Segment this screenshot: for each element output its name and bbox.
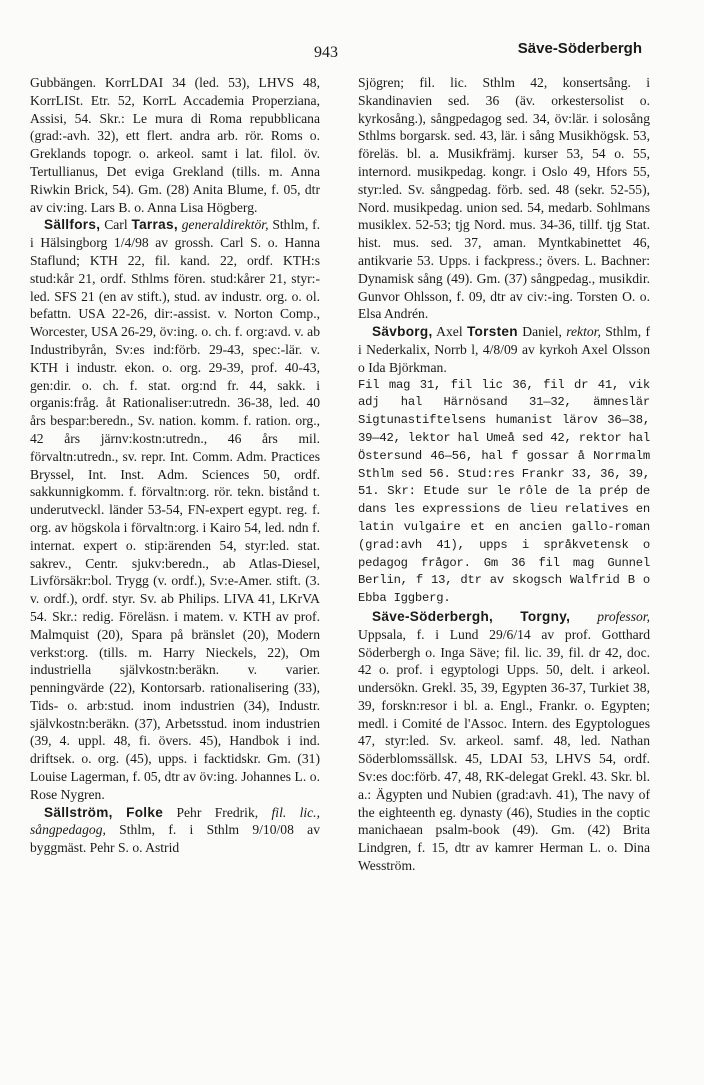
entry-given-name: Carl: [100, 217, 132, 233]
entry-surname: Säve-Söderbergh,: [372, 608, 494, 624]
entry-sallfors: [30, 216, 320, 803]
running-head: Säve-Söderbergh: [517, 40, 642, 57]
entry-other-names: Pehr Fredrik,: [163, 804, 259, 820]
entry-given-name: [113, 805, 126, 820]
entry-given-name: Axel: [432, 324, 467, 340]
entry-surname: Sällfors,: [44, 217, 101, 233]
entry-occupation: professor,: [570, 608, 650, 624]
entry-call-name: Folke: [126, 804, 164, 820]
entry-call-name: Tarras,: [131, 217, 178, 233]
right-column: [358, 74, 650, 875]
entry-other-names: Daniel,: [517, 324, 562, 340]
entry-body: Sthlm, f i Nederkalix, Norrb l, 4/8/09 av kyrkoh Axel Olsson o Ida Björkman.: [358, 324, 650, 375]
entry-occupation: fil. lic., sångpedagog,: [30, 804, 320, 838]
entry-savborg: [358, 323, 650, 376]
entry-body: Uppsala, f. i Lund 29/6/14 av prof. Gotthard Söderbergh o. Inga Säve; fil. lic. 39, fil. dr 42, doc. 42 o. prof. i egyptologi Upps. 50, delt. i arkeol. undersökn. Grekl. 35, 39, Egypten 36-37, Turkiet 38, 39, forskn:resor i bl. a. Engl., Frankr. o. Egypten; medl. i Comité de l'Assoc. Intern. des Egyptologues 47, styr:led. Sv. arkeol. samf. 48, led. Nathan Söderblomssällsk. 45, LDAI 53, LHVS 54, ordf. Sv:es doc:förb. 47, 48, RK-delegat Grekl. 43. Skr. bl. a.: Ägypten und Nubien (grad:avh. 41), The navy of the eighteenth eg. dynasty (46), Studies in the coptic manichaean psalm-book (49). Gm. (42) Brita Lindgren, f. 15, dtr av kamrer Herman L. o. Dina Wesström.: [358, 626, 650, 874]
entry-surname: Sävborg,: [372, 324, 433, 340]
left-column: [30, 74, 320, 857]
entry-save-soderbergh: [358, 608, 650, 875]
entry-continuation: Sjögren; fil. lic. Sthlm 42, konsertsång. i Skandinavien sed. 36 (äv. orkestersolist o. kyrkosång.), sångpedagog sed. 34, öv:lär. i solosång Sthlms borgarsk. sed. 43, lär. i sång Musikhögsk. 53, föreläs. bl. a. Musikfrämj. kurser 53, 54 o. 55, internord. musikpedag. kongr. i Oslo 49, Hfors 55, styr:led. Sv. sångpedag. förb. sed. 48 (sekr. 52-55), Nord. musikpedag. union sed. 54, medarb. Sohlmans musiklex. 52-53; tjg Nord. mus. 34-36, tillf. tjg Stat. hist. mus. sed. 37, aman. Myntkabinettet 46, antikvarie 53. Upps. i fackpress.; övers. L. Bachner: Dynamisk sång (49). Gm. (37) sångpedag., musikdir. Gunvor Ohlsson, f. 09, dtr av civ:-ing. Torsten O. o. Elsa Andrén.: [358, 75, 650, 322]
entry-continuation: Gubbängen. KorrLDAI 34 (led. 53), LHVS 48, KorrLISt. Etr. 52, KorrL Accademia Properziana, Assisi, 54. Skr.: Le mura di Roma repubblicana (grad:-avh. 32), ett flert. andra arb. rör. Roms o. Greklands topogr. o. arkeol. samt i lat. filol. öv. Tertullianus, Det eviga Grekland (tills. m. Anna Riwkin Brick, 54). Gm. (28) Anita Blume, f. 05, dtr av civ:ing. Lars B. o. Anna Lisa Högberg.: [30, 75, 320, 215]
entry-occupation: generaldirektör,: [177, 217, 269, 233]
entry-body: Sthlm, f. i Hälsingborg 1/4/98 av grossh. Carl S. o. Hanna Staflund; KTH 22, fil. kand. 22, ordf. KTH:s stud:kår 21, ordf. Sthlms fören. stud:kårer 21, styr:-led. SFS 21 (en av stift.), stud. av industr. org. o. ol. befattn. USA 22-26, dir:-assist. v. Norton Comp., Worcester, USA 26-29, öv:ing. o. ch. f. org:avd. v. ab Industribyrån, Sv:es ind:förb. 29-43, spec:-lär. v. KTH i industr. ekon. o. org. 29-39, prof. 40-43, gen:dir. o. ch. f. stat. org:nd fr. 44, sakk. i organis:fråg. åt Rationaliser:utredn. 36-38, led. 40 års bespar:beredn., Sv. nation. komm. f. ration. org., 42 års järnv:kostn:utredn., 46 års mil. förvaltn:utredn., sv. repr. Int. Comm. Adm. Practices Bryssel, Int. Inst. Adm. Sciences 50, ordf. sakkunnigkomm. f. förvaltn:org. rör. tekn. bistånd t. underutveckl. länder 53-54, FN-expert egypt. reg. f. org. av högskola i förvaltn:org. i Kairo 54, led. ndn f. internat. expert o. stip:ärenden 54, styr:led. stat. sakrev., Centr. sjukv:beredn., ab Atlas-Diesel, Livförsäkr:bol. Trygg (v. ordf.), Sv:e-Amer. stift. (3. v. ordf.), ordf. styr. Sv. ab Philips. LIVA 41, LKrVA 54. Skr.: redig. Föreläsn. i matem. v. KTH av prof. Malmquist (20), Spara på bränslet (20), Modern verkst:org. (tills. m. Harry Nieckels, 22), Om industriella självkostn:beräkn. v. varier. penningvärde (22), Kontorsarb. rationalisering (33), Tids- o. arb:stud. inom industrien (34), Industr. självkostn:beräkn. (37), Arbetsstud. inom industrien (39, 4. uppl. 48, fi. övers. 45), Handbok i ind. driftsek. o. org. (45), upps. i facktidskr. Gm. (31) Louise Lagerman, f. 05, dtr av öv:ing. Johannes L. o. Rose Nygren.: [30, 217, 321, 802]
entry-occupation: rektor,: [561, 324, 601, 340]
entry-body: Sthlm, f. i Sthlm 9/10/08 av byggmäst. Pehr S. o. Astrid: [30, 822, 320, 856]
entry-call-name: Torsten: [466, 324, 518, 340]
typed-insert: Fil mag 31, fil lic 36, fil dr 41, vik adj hal Härnösand 31—32, ämneslär Sigtunastiftelsens humanist lärov 36—38, 39—42, lektor hal Umeå sed 42, rektor hal Östersund 46—56, hal f gossar å Norrmalm Sthlm sed 56. Stud:res Frankr 33, 36, 39, 51. Skr: Etude sur le rôle de la prép de dans les expressions de lieu relatives en latin vulgaire et en ancien gallo-roman (grad:avh 41), upps i språkvetensk o pedagog frågor. Gm 36 fil mag Gunnel Berlin, f 13, dtr av skogsch Walfrid B o Ebba Iggberg.: [358, 377, 650, 606]
page-number: 943: [314, 44, 338, 61]
entry-call-name: Torgny,: [520, 608, 571, 624]
entry-surname: Sällström,: [44, 804, 113, 820]
entry-sallstrom: [30, 804, 320, 857]
entry-given-name: [493, 609, 520, 624]
